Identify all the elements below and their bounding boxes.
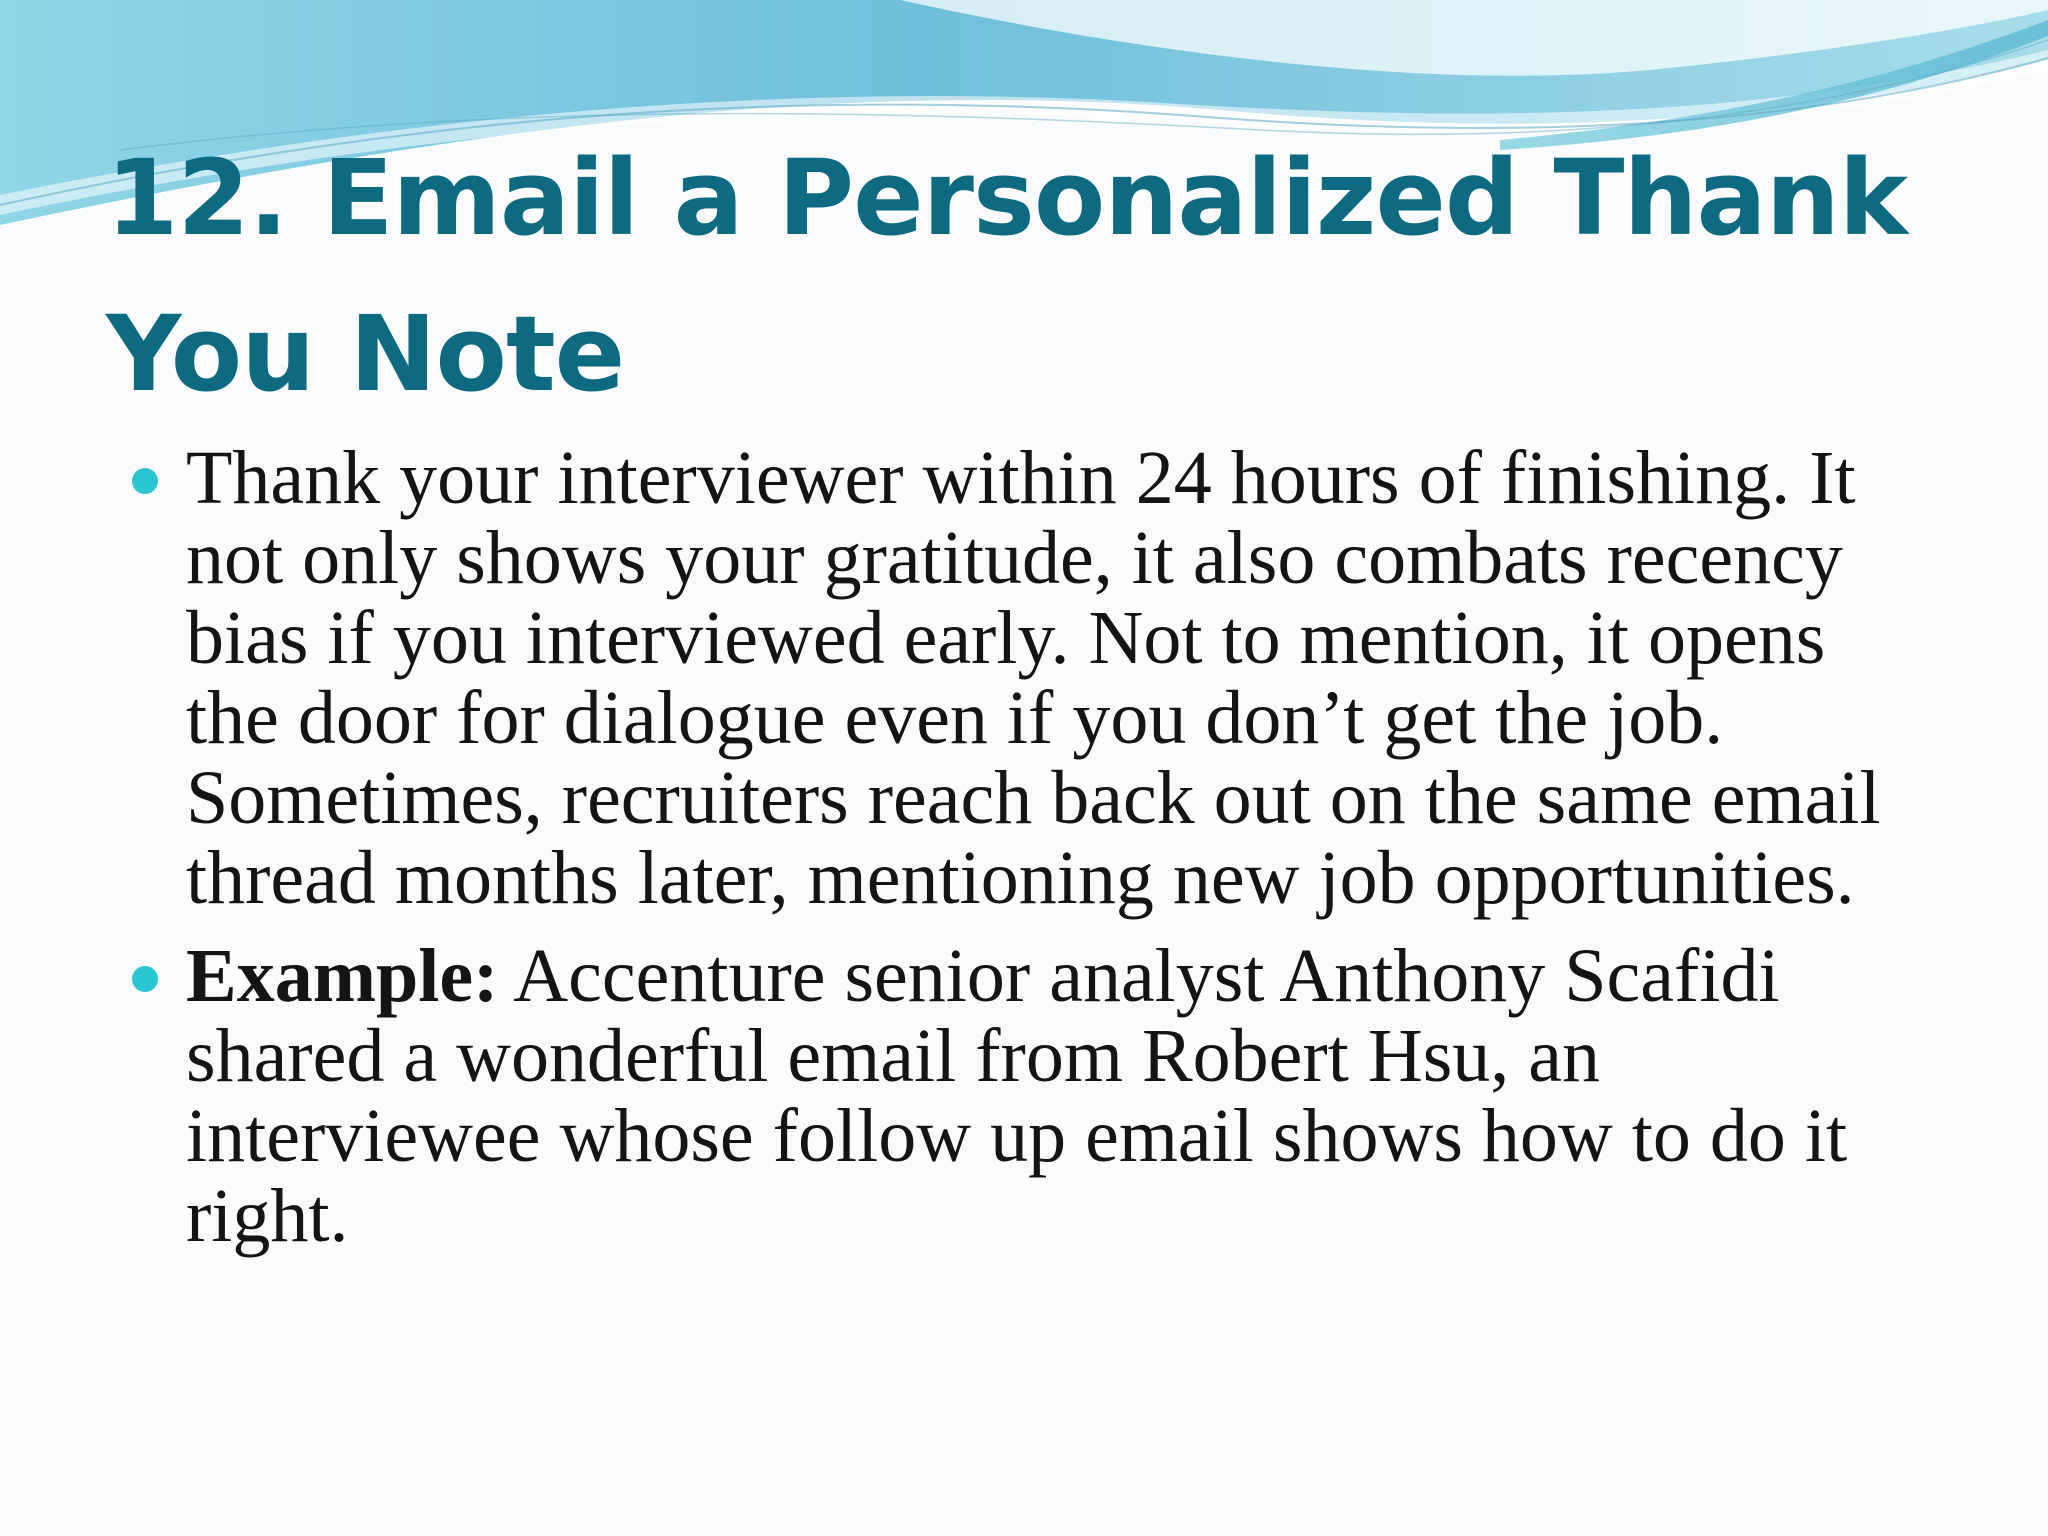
filled-circle-bullet-icon <box>132 468 158 494</box>
bullet-item-example <box>130 936 1930 1256</box>
slide-title: 12. Email a Personalized Thank You Note <box>106 137 1907 415</box>
example-label: Example: <box>186 934 499 1018</box>
bullet-text: Thank your interviewer within 24 hours of finishing. It not only shows your gratitude, it also combats recency bias if you interviewed early. Not to mention, it opens the door for dialogue even if you don’t get the job. Sometimes, recruiters reach back out on the same email thread months later, mentioning new job opportunities. <box>186 436 1881 920</box>
bullet-list <box>130 438 1930 1256</box>
filled-circle-bullet-icon <box>132 966 158 992</box>
bullet-item-thank-you-timing <box>130 438 1930 918</box>
bullet-text: Accenture senior analyst Anthony Scafidi shared a wonderful email from Robert Hsu, an interviewee whose follow up email shows how to do it right. <box>186 934 1848 1258</box>
